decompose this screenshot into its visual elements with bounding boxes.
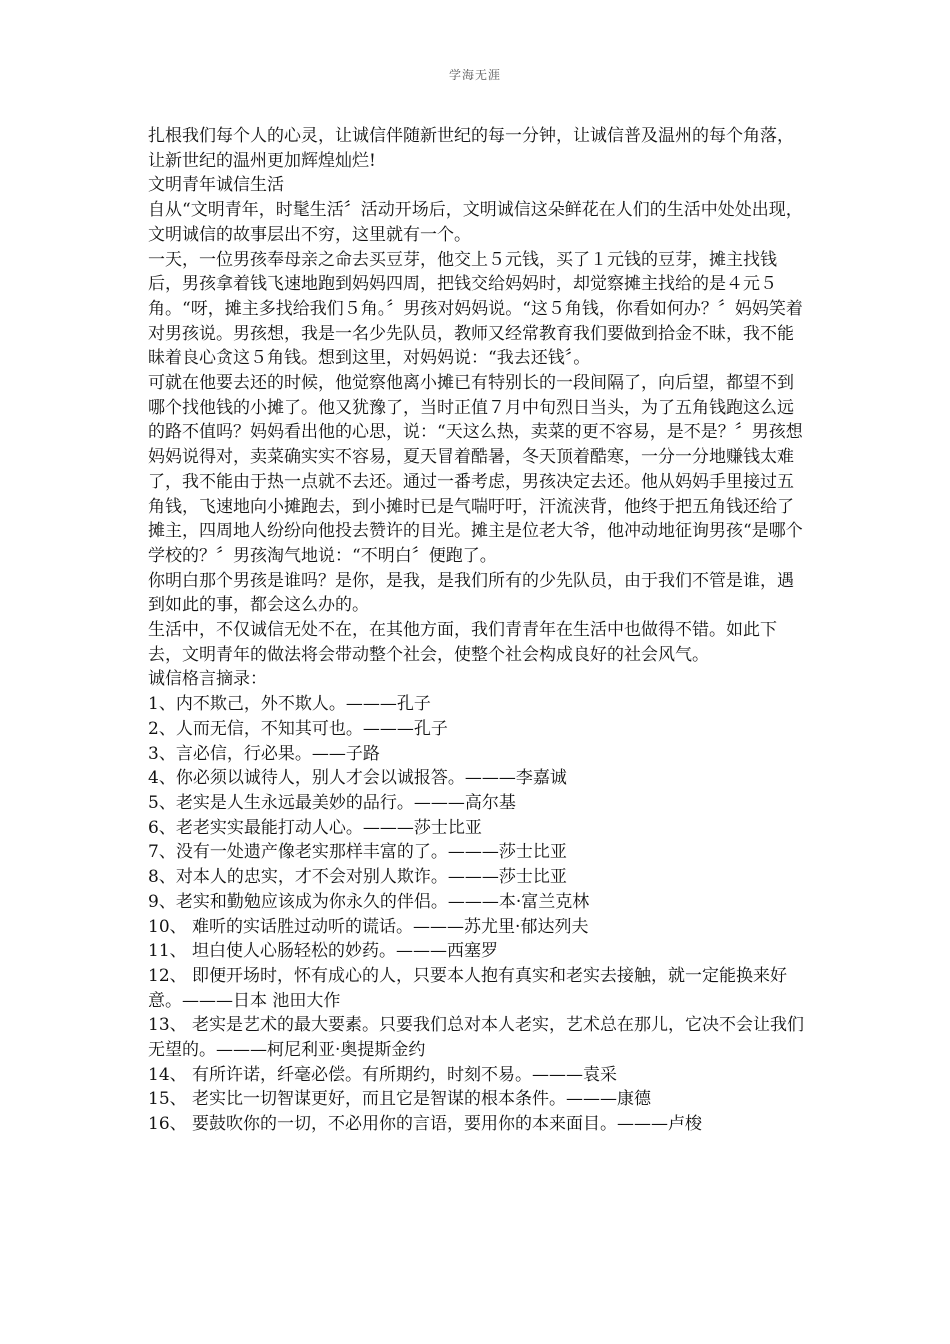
quote-item: 9、老实和勤勉应该成为你永久的伴侣。———本·富兰克林	[148, 891, 590, 912]
quote-item: 10、 难听的实话胜过动听的谎话。———苏尤里·郁达列夫	[148, 916, 589, 937]
quote-item: 7、没有一处遗产像老实那样丰富的了。———莎士比亚	[148, 842, 567, 863]
quote-item: 6、老老实实最能打动人心。———莎士比亚	[148, 817, 482, 838]
quote-item: 13、 老实是艺术的最大要素。只要我们总对本人老实，艺术总在那儿，它决不会让我们无望的。———柯尼利亚·奥提斯金约	[148, 1015, 805, 1061]
section-title: 文明青年诚信生活	[148, 175, 284, 196]
paragraph: 自从“文明青年，时髦生活〞活动开场后，文明诚信这朵鲜花在人们的生活中处处出现，文明诚信的故事层出不穷，这里就有一个。	[148, 200, 803, 245]
quote-item: 1、内不欺己，外不欺人。———孔子	[148, 694, 431, 715]
quote-item: 5、老实是人生永远最美妙的品行。———高尔基	[148, 792, 516, 813]
quote-item: 14、 有所许诺，纤毫必偿。有所期约，时刻不易。———袁采	[148, 1064, 618, 1085]
page-header: 学海无涯	[448, 68, 501, 82]
quote-item: 16、 要鼓吹你的一切，不必用你的言语，要用你的本来面目。———卢梭	[148, 1114, 703, 1135]
quote-item: 11、 坦白使人心肠轻松的妙药。———西塞罗	[148, 941, 499, 962]
quote-item: 8、对本人的忠实，才不会对别人欺诈。———莎士比亚	[148, 867, 567, 888]
article-body	[148, 124, 810, 1137]
quote-item: 3、言必信，行必果。——子路	[148, 743, 380, 764]
quote-item: 4、你必须以诚待人，别人才会以诚报答。———李嘉诚	[148, 768, 567, 789]
paragraph-intro-end: 扎根我们每个人的心灵，让诚信伴随新世纪的每一分钟，让诚信普及温州的每个角落，让新世纪的温州更加辉煌灿烂!	[148, 126, 794, 171]
quote-item: 15、 老实比一切智谋更好，而且它是智谋的根本条件。———康德	[148, 1089, 652, 1110]
quote-list	[148, 692, 810, 1137]
paragraph: 生活中，不仅诚信无处不在，在其他方面，我们青青年在生活中也做得不错。如此下去，文明青年的做法将会带动整个社会，使整个社会构成良好的社会风气。	[148, 620, 777, 665]
paragraph: 你明白那个男孩是谁吗？是你，是我，是我们所有的少先队员，由于我们不管是谁，遇到如此的事，都会这么办的。	[148, 570, 794, 616]
paragraph: 一天，一位男孩奉母亲之命去买豆芽，他交上５元钱，买了１元钱的豆芽，摊主找钱后，男孩拿着钱飞速地跑到妈妈四周，把钱交给妈妈时，却觉察摊主找给的是４元５角。“呀，摊主多找给我们５角。〞男孩对妈妈说。“这５角钱，你看如何办？〞妈妈笑着对男孩说。男孩想，我是一名少先队员，教师又经常教育我们要做到拾金不昧，我不能昧着良心贪这５角钱。想到这里，对妈妈说：“我去还钱〞。	[148, 249, 803, 369]
paragraph: 可就在他要去还的时候，他觉察他离小摊已有特别长的一段间隔了，向后望，都望不到哪个找他钱的小摊了。他又犹豫了，当时正值７月中旬烈日当头，为了五角钱跑这么远的路不值吗？妈妈看出他的心思，说：“天这么热，卖菜的更不容易，是不是？〞男孩想妈妈说得对，卖菜确实实不容易，夏天冒着酷暑，冬天顶着酷寒，一分一分地赚钱太难了，我不能由于热一点就不去还。通过一番考虑，男孩决定去还。他从妈妈手里接过五角钱，飞速地向小摊跑去，到小摊时已是气喘吁吁，汗流浃背，他终于把五角钱还给了摊主，四周地人纷纷向他投去赞许的目光。摊主是位老大爷，他冲动地征询男孩“是哪个学校的？〞男孩淘气地说：“不明白〞便跑了。	[148, 373, 803, 566]
quote-item: 12、 即便开场时，怀有成心的人，只要本人抱有真实和老实去接触，就一定能换来好意。———日本 池田大作	[148, 965, 788, 1011]
quote-item: 2、人而无信，不知其可也。———孔子	[148, 718, 448, 739]
quotes-heading: 诚信格言摘录：	[148, 669, 267, 690]
